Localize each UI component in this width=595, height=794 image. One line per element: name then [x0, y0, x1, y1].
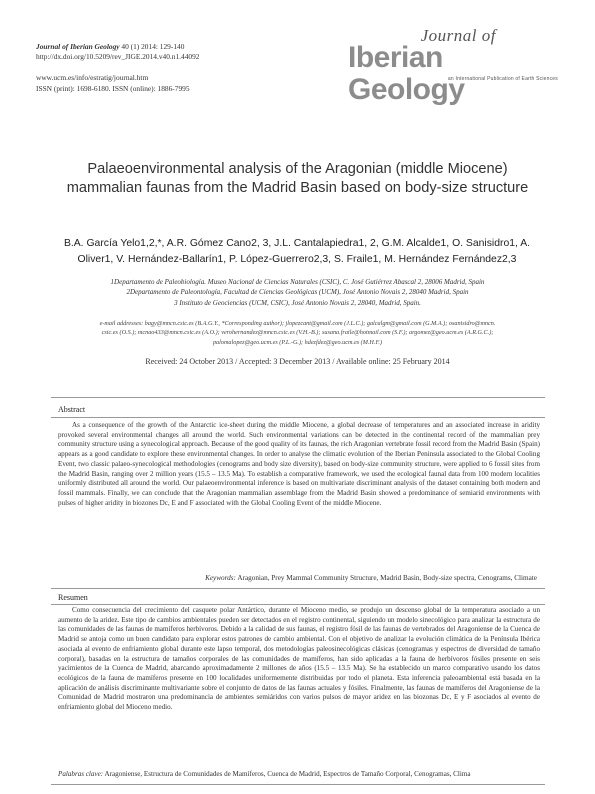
email-line: csic.es (O.S.); mcnao433@mncn.csic.es (A.O.); verohernandez@mncn.csic.es (V.H.-B.); susana.fraile@hotmail.com (S.F.); argomez@geo.ucm.es (A.R.G.C.); [101, 329, 494, 337]
affiliation: 2Departamento de Paleontología, Facultad de Ciencias Geológicas (UCM), José Antonio Novais 2, 28040 Madrid, Spain [126, 288, 469, 297]
journal-logo [348, 24, 558, 106]
divider [51, 397, 545, 398]
abstract-text: As a consequence of the growth of the Antarctic ice-sheet during the middle Miocene, a global decrease of temperatures and an associated increase in aridity provoked several environmental changes all around the world. Such environmental variations can be detected in the continental record of the mammalian prey community structure using a synecological approach. Because of the good quality of its faunas, the rich Aragonian vertebrate fossil record from the Madrid Basin (Spain) appears as a good candidate to explore these environmental changes. In order to analyse the climatic evolution of the Iberian Peninsula associated to the Global Cooling Event, two classic palaeo-synecological methodologies (cenograms and body size diversity), based on body-size community structure, were applied to 6 fossil sites from the Madrid Basin, ranging over 2 million years (15.5 – 13.5 Ma). To establish a comparative framework, we used the ecological faunal data from 100 modern localities uniformly distributed all around the world. Our palaeoenvironmental inference is based on multivariate discriminant analysis of the dataset containing both modern and fossil mammals. Finally, we can conclude that the Aragonian mammalian assemblage from the Madrid Basin showed a predominance of semiarid environments with pulses of higher aridity in biozones Dc, E and F associated with the Global Cooling Event of the middle Miocene. [58, 421, 540, 507]
authors-line: B.A. García Yelo1,2,*, A.R. Gómez Cano2, 3, J.L. Cantalapiedra1, 2, G.M. Alcalde1, O. Sanisidro1, A. [63, 238, 531, 249]
author-list [62, 236, 532, 267]
keywords-text: Aragonian, Prey Mammal Community Structure, Madrid Basin, Body-size spectra, Cenograms, Climate [235, 574, 537, 582]
palabras-clave-label: Palabras clave: [58, 770, 104, 778]
email-line: palomalopez@geo.ucm.es (P.L.-G.); hdezfdez@geo.ucm.es (M.H.F.) [212, 338, 383, 346]
article-dates: Received: 24 October 2013 / Accepted: 3 December 2013 / Available online: 25 February 2014 [145, 357, 450, 366]
affiliation: 1Departamento de Paleobiología. Museo Nacional de Ciencias Naturales (CSIC), C. José Gutiérrez Abascal 2, 28006 Madrid, Spain [110, 278, 485, 286]
divider [51, 784, 545, 785]
resumen-heading: Resumen [58, 593, 88, 602]
logo-main-text: Iberian Geology [348, 41, 465, 106]
email-addresses [60, 319, 535, 347]
doi-link[interactable]: http://dx.doi.org/10.5209/rev_JIGE.2014.v40.n1.44092 [36, 52, 200, 62]
keywords-label: Keywords: [205, 574, 236, 582]
divider [51, 604, 545, 605]
abstract-heading: Abstract [58, 405, 86, 414]
abstract-keywords [55, 574, 537, 582]
resumen-text: Como consecuencia del crecimiento del casquete polar Antártico, durante el Mioceno medio, se produjo un descenso global de la temperatura asociado a un aumento de la aridez. Este tipo de cambios ambientales pueden ser detectados en el registro continental, siguiendo un modelo sinecológico para analizar la estructura de las comunidades de las faunas de mamíferos herbívoros. Debido a la calidad de sus faunas, el registro fósil de las faunas de vertebrados del Aragoniense de la Cuenca de Madrid se antoja como un buen candidato para explorar estos patrones de cambio ambiental. Con el objetivo de analizar la evolución climática de la Península Ibérica asociada al evento de enfriamiento global durante este lapso temporal, dos metodologías paleosinecológicas clásicas (cenogramas y espectros de diversidad de tamaño corporal), basadas en la estructura de tamaños corporales de las comunidades de mamíferos, han sido aplicadas a la fauna de herbívoros fósiles presente en seis yacimientos de la Cuenca de Madrid, abarcando aproximadamente 2 millones de años (15.5 – 13.5 Ma). Se ha establecido un marco comparativo usando los datos ecológicos de la fauna de mamíferos presente en 100 localidades uniformemente distribuidas por todo el planeta. Esta inferencia paleoambiental está basada en la aplicación de análisis discriminante multivariante sobre el conjunto de datos de las faunas actuales y fósiles. Finalmente, las faunas de mamíferos del Aragoniense de la Comunidad de Madrid mostraron una predominancia de ambientes semiáridos con varios pulsos de mayor aridez en las biozonas Dc, E y F asociados al evento de enfriamiento global del Mioceno medio. [58, 606, 540, 712]
email-line: e-mail addresses: bagy@mncn.csic.es (B.A.G.Y., *Corresponding author); jlopezcant@gmail.com (J.L.C.); galcalgm@gmail.com (G.M.A.); osanisidro@mncn. [99, 320, 496, 327]
affiliations [40, 277, 555, 308]
journal-url[interactable]: www.ucm.es/info/estratig/journal.htm [36, 73, 149, 83]
journal-header [36, 42, 199, 94]
divider [51, 417, 545, 418]
palabras-clave-text: Aragoniense, Estructura de Comunidades de Mamíferos, Cuenca de Madrid, Espectros de Tamaño Corporal, Cenogramas, Clima [103, 770, 471, 778]
affiliation: 3 Instituto de Geociencias (UCM, CSIC), José Antonio Novais 2, 28040, Madrid, Spain. [174, 298, 421, 307]
issn: ISSN (print): 1698-6180. ISSN (online): 1886-7995 [36, 83, 190, 93]
journal-volume: 40 (1) 2014: 129-140 [119, 42, 185, 51]
authors-line: Oliver1, V. Hernández-Ballarín1, P. López-Guerrero2,3, S. Fraile1, M. Hernández Fernández2,3 [77, 253, 517, 265]
logo-sub-text: an International Publication of Earth Sciences [447, 76, 558, 82]
logo-top-text: Journal of [420, 26, 496, 45]
resumen-keywords [58, 770, 540, 778]
journal-name: Journal of Iberian Geology [36, 42, 120, 51]
article-title: Palaeoenvironmental analysis of the Aragonian (middle Miocene) mammalian faunas from the Madrid Basin based on body-size structure [66, 161, 529, 196]
divider [51, 588, 545, 589]
